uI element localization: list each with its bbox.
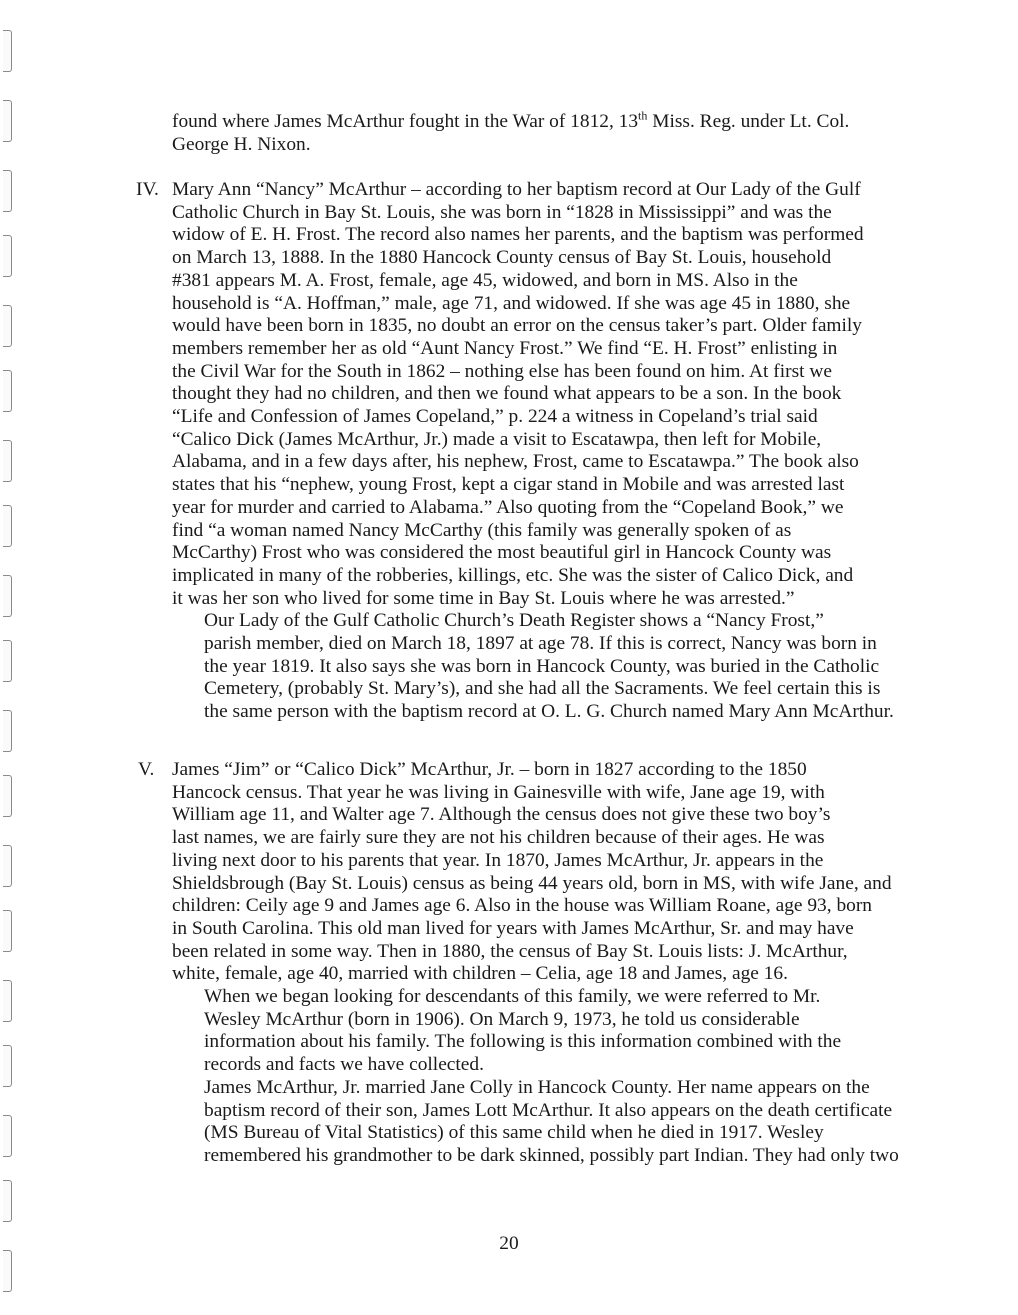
text-line: Shieldsbrough (Bay St. Louis) census as being 44 years old, born in MS, with wife Jane, and: [172, 872, 892, 894]
text-line: children: Ceily age 9 and James age 6. Also in the house was William Roane, age 93, born: [172, 895, 872, 917]
text-line: find “a woman named Nancy McCarthy (this family was generally spoken of as: [172, 519, 792, 541]
text-line: George H. Nixon.: [172, 133, 311, 155]
text-line: white, female, age 40, married with children – Celia, age 18 and James, age 16.: [172, 963, 788, 985]
paragraph: [172, 759, 932, 986]
binder-holes: [0, 0, 30, 1315]
text-line: in South Carolina. This old man lived for years with James McArthur, Sr. and may have: [172, 917, 854, 939]
text-line: states that his “nephew, young Frost, kept a cigar stand in Mobile and was arrested last: [172, 474, 845, 496]
binder-hole: [3, 100, 12, 142]
binder-hole: [3, 305, 12, 347]
text-line: Cemetery, (probably St. Mary’s), and she had all the Sacraments. We feel certain this is: [204, 678, 881, 700]
text-line: Alabama, and in a few days after, his nephew, Frost, came to Escatawpa.” The book also: [172, 451, 859, 473]
text-line: remembered his grandmother to be dark skinned, possibly part Indian. They had only two: [204, 1144, 899, 1166]
text-line: information about his family. The following is this information combined with the: [204, 1031, 842, 1053]
binder-hole: [3, 845, 12, 887]
text-line: last names, we are fairly sure they are not his children because of their ages. He was: [172, 827, 825, 849]
text-line: Hancock census. That year he was living in Gainesville with wife, Jane age 19, with: [172, 781, 825, 803]
text-line: McCarthy) Frost who was considered the most beautiful girl in Hancock County was: [172, 542, 832, 564]
page-number: 20: [499, 1233, 519, 1254]
text-line: on March 13, 1888. In the 1880 Hancock County census of Bay St. Louis, household: [172, 247, 832, 269]
section-number: V.: [138, 759, 155, 780]
text-run: Miss. Reg. under Lt. Col.: [647, 111, 850, 132]
text-line: “Calico Dick (James McArthur, Jr.) made a visit to Escatawpa, then left for Mobile,: [172, 428, 822, 450]
text-line: it was her son who lived for some time in Bay St. Louis where he was arrested.”: [172, 587, 795, 609]
binder-hole: [3, 170, 12, 212]
text-line: living next door to his parents that year. In 1870, James McArthur, Jr. appears in the: [172, 849, 824, 871]
binder-hole: [3, 440, 12, 482]
binder-hole: [3, 1180, 12, 1222]
text-line: baptism record of their son, James Lott McArthur. It also appears on the death certificate: [204, 1099, 893, 1121]
text-line: implicated in many of the robberies, killings, etc. She was the sister of Calico Dick, and: [172, 564, 854, 586]
superscript: th: [638, 108, 648, 123]
binder-hole: [3, 30, 12, 72]
binder-hole: [3, 370, 12, 412]
binder-hole: [3, 710, 12, 752]
text-line: thought they had no children, and then we found what appears to be a son. In the book: [172, 383, 842, 405]
text-line: would have been born in 1835, no doubt an error on the census taker’s part. Older family: [172, 315, 862, 337]
text-run: found where James McArthur fought in the War of 1812, 13: [172, 111, 639, 132]
binder-hole: [3, 575, 12, 617]
text-line: the year 1819. It also says she was born in Hancock County, was buried in the Catholic: [204, 655, 880, 677]
binder-hole: [3, 1250, 12, 1292]
text-line: William age 11, and Walter age 7. Although the census does not give these two boy’s: [172, 804, 831, 826]
text-line: James McArthur, Jr. married Jane Colly in Hancock County. Her name appears on the: [204, 1076, 870, 1098]
section-v-body: [172, 759, 932, 1168]
text-line: Catholic Church in Bay St. Louis, she was born in “1828 in Mississippi” and was the: [172, 201, 832, 223]
binder-hole: [3, 980, 12, 1022]
text-line: members remember her as old “Aunt Nancy Frost.” We find “E. H. Frost” enlisting in: [172, 337, 838, 359]
text-line: the Civil War for the South in 1862 – nothing else has been found on him. At first we: [172, 360, 832, 382]
binder-hole: [3, 235, 12, 277]
continuation-paragraph: [172, 108, 932, 156]
text-line: widow of E. H. Frost. The record also names her parents, and the baptism was performed: [172, 224, 864, 246]
text-line: Wesley McArthur (born in 1906). On March 9, 1973, he told us considerable: [204, 1008, 800, 1030]
section-iv-body: [172, 179, 932, 724]
binder-hole: [3, 505, 12, 547]
text-line: James “Jim” or “Calico Dick” McArthur, Jr. – born in 1827 according to the 1850: [172, 759, 807, 780]
text-line: household is “A. Hoffman,” male, age 71, and widowed. If she was age 45 in 1880, she: [172, 292, 851, 314]
text-line: Our Lady of the Gulf Catholic Church’s Death Register shows a “Nancy Frost,”: [204, 610, 824, 632]
binder-hole: [3, 1045, 12, 1087]
text-line: (MS Bureau of Vital Statistics) of this same child when he died in 1917. Wesley: [204, 1122, 824, 1144]
text-line: year for murder and carried to Alabama.” Also quoting from the “Copeland Book,” we: [172, 496, 844, 518]
binder-hole: [3, 1115, 12, 1157]
text-line: Mary Ann “Nancy” McArthur – according to her baptism record at Our Lady of the Gulf: [172, 179, 861, 200]
paragraph: [172, 179, 932, 610]
paragraph: [172, 610, 932, 724]
text-line: “Life and Confession of James Copeland,” p. 224 a witness in Copeland’s trial said: [172, 406, 818, 428]
text-line: #381 appears M. A. Frost, female, age 45, widowed, and born in MS. Also in the: [172, 269, 798, 291]
text-line: [172, 108, 932, 134]
text-line: been related in some way. Then in 1880, the census of Bay St. Louis lists: J. McArthur,: [172, 940, 848, 962]
text-line: the same person with the baptism record at O. L. G. Church named Mary Ann McArthur.: [204, 701, 894, 723]
binder-hole: [3, 910, 12, 952]
text-line: records and facts we have collected.: [204, 1054, 484, 1076]
text-line: When we began looking for descendants of this family, we were referred to Mr.: [204, 986, 821, 1008]
paragraph: [172, 986, 932, 1077]
paragraph: [172, 1077, 932, 1168]
text-line: parish member, died on March 18, 1897 at age 78. If this is correct, Nancy was born in: [204, 633, 877, 655]
section-number: IV.: [136, 179, 159, 200]
binder-hole: [3, 775, 12, 817]
binder-hole: [3, 640, 12, 682]
